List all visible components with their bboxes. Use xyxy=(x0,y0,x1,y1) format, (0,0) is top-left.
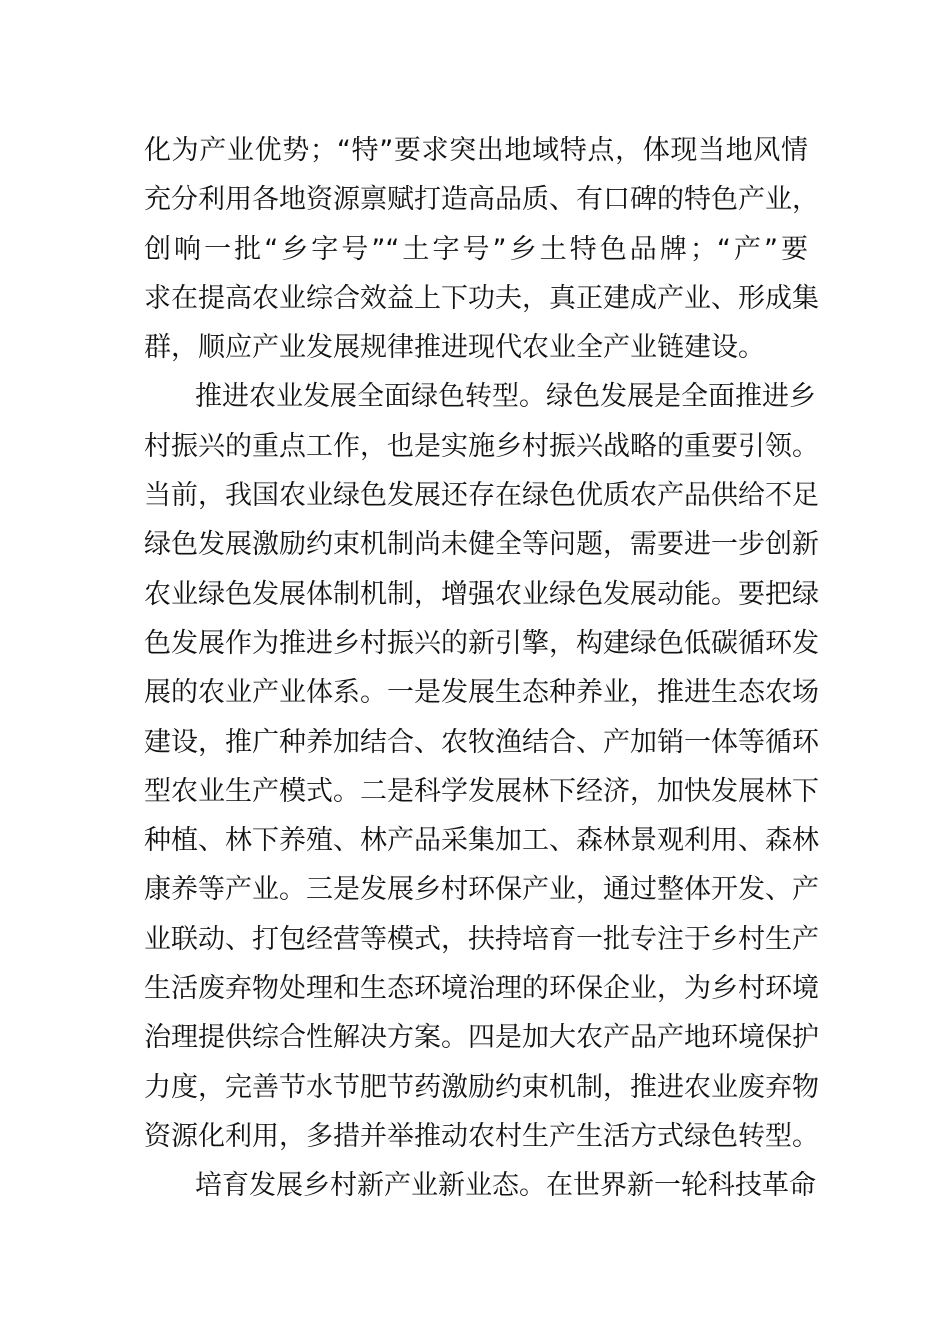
text-line: 种植、林下养殖、林产品采集加工、森林景观利用、森林 xyxy=(144,825,819,857)
body-text xyxy=(144,126,819,1211)
text-line: 展的农业产业体系。一是发展生态种养业，推进生态农场 xyxy=(144,677,819,709)
text-line: 化为产业优势；“特”要求突出地域特点，体现当地风情 xyxy=(144,135,808,166)
text-line: 培育发展乡村新产业新业态。在世界新一轮科技革命 xyxy=(195,1170,816,1202)
text-line: 农业绿色发展体制机制，增强农业绿色发展动能。要把绿 xyxy=(144,578,819,610)
text-line: 力度，完善节水节肥节药激励约束机制，推进农业废弃物 xyxy=(144,1071,819,1103)
text-line: 色发展作为推进乡村振兴的新引擎，构建绿色低碳循环发 xyxy=(144,627,819,659)
text-line: 生活废弃物处理和生态环境治理的环保企业，为乡村环境 xyxy=(144,973,819,1005)
text-line: 推进农业发展全面绿色转型。绿色发展是全面推进乡 xyxy=(195,381,816,413)
text-line: 群，顺应产业发展规律推进现代农业全产业链建设。 xyxy=(144,332,765,364)
text-line: 康养等产业。三是发展乡村环保产业，通过整体开发、产 xyxy=(144,874,819,906)
text-line: 资源化利用，多措并举推动农村生产生活方式绿色转型。 xyxy=(144,1120,819,1152)
text-line: 治理提供综合性解决方案。四是加大农产品产地环境保护 xyxy=(144,1022,819,1054)
text-line: 当前，我国农业绿色发展还存在绿色优质农产品供给不足 xyxy=(144,480,819,512)
text-line: 充分利用各地资源禀赋打造高品质、有口碑的特色产业， xyxy=(144,184,819,216)
text-line: 业联动、打包经营等模式，扶持培育一批专注于乡村生产 xyxy=(144,923,819,955)
text-line: 村振兴的重点工作，也是实施乡村振兴战略的重要引领。 xyxy=(144,430,819,462)
text-line: 绿色发展激励约束机制尚未健全等问题，需要进一步创新 xyxy=(144,529,819,561)
text-line: 建设，推广种养加结合、农牧渔结合、产加销一体等循环 xyxy=(144,726,819,758)
text-line: 创响一批“乡字号”“土字号”乡土特色品牌；“产”要 xyxy=(144,233,808,265)
text-line: 型农业生产模式。二是科学发展林下经济，加快发展林下 xyxy=(144,775,819,807)
text-line: 求在提高农业综合效益上下功夫，真正建成产业、形成集 xyxy=(144,282,819,314)
